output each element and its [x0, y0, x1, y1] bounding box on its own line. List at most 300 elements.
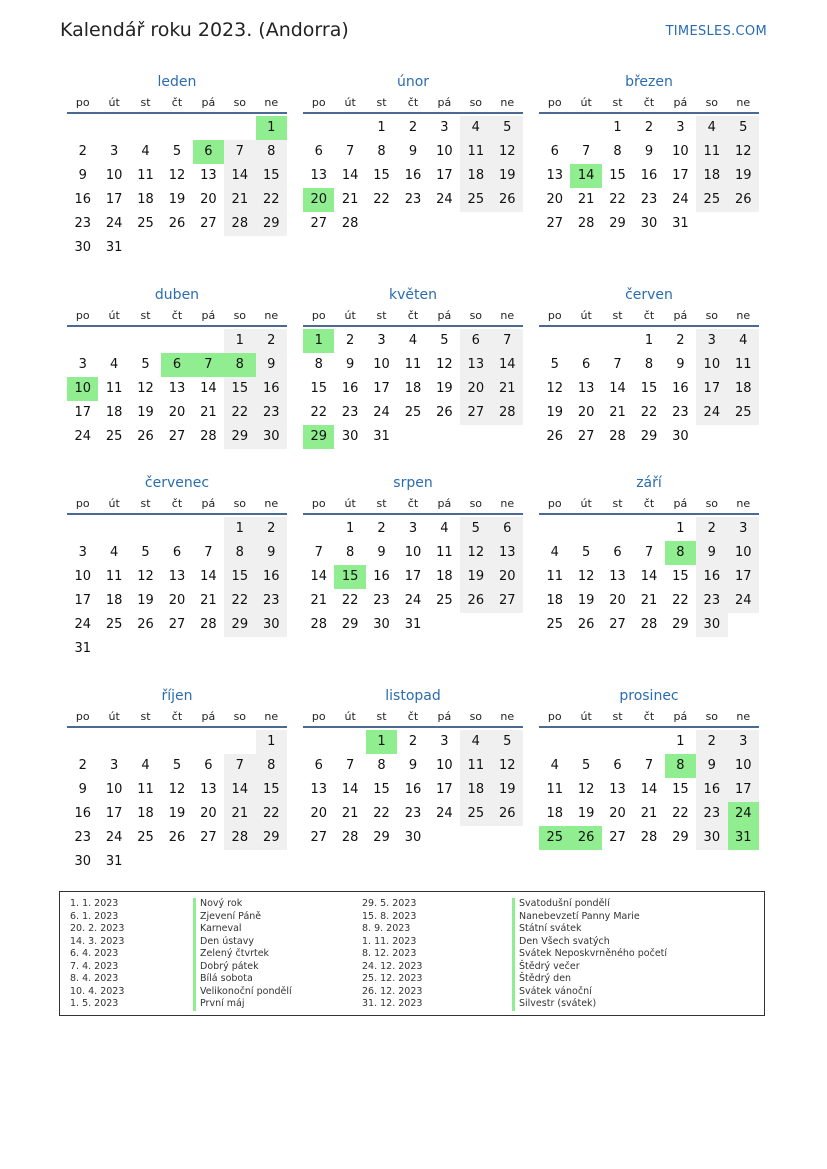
- weekday-label: čt: [407, 710, 419, 723]
- day-cell: 28: [224, 212, 255, 236]
- day-cell: 7: [345, 144, 355, 159]
- legend-holiday-name: Velikonoční pondělí: [193, 986, 292, 999]
- day-cell: 24: [436, 806, 453, 821]
- day-cell: 21: [640, 806, 658, 821]
- month-name: prosinec: [619, 688, 679, 704]
- day-cell: 2: [345, 333, 355, 348]
- holiday-day-cell: 1: [366, 730, 397, 754]
- day-cell: 18: [105, 405, 123, 420]
- empty-cell: [98, 517, 129, 541]
- day-cell: 10: [436, 758, 453, 773]
- empty-cell: [539, 329, 570, 353]
- empty-cell: [633, 730, 664, 754]
- day-cell: 12: [577, 569, 595, 584]
- day-cell: 30: [341, 429, 359, 444]
- day-cell: 16: [696, 565, 727, 589]
- day-cell: 15: [373, 168, 390, 183]
- weekday-label: pá: [201, 497, 216, 510]
- day-cell: 29: [672, 830, 689, 845]
- day-cell: 3: [728, 730, 759, 754]
- day-cell: 22: [373, 806, 390, 821]
- weekday-header: [303, 495, 523, 515]
- day-cell: 26: [460, 589, 491, 613]
- day-cell: 3: [109, 144, 119, 159]
- days-grid: [539, 329, 759, 449]
- day-cell: 19: [728, 164, 759, 188]
- day-cell: 15: [672, 782, 689, 797]
- legend-date: 6. 4. 2023: [70, 948, 119, 959]
- weekday-label: st: [140, 710, 151, 723]
- day-cell: 27: [310, 830, 327, 845]
- day-cell: 23: [256, 589, 287, 613]
- day-cell: 5: [440, 333, 449, 348]
- month-březen: [539, 72, 759, 236]
- day-cell: 4: [460, 730, 491, 754]
- day-cell: 26: [492, 188, 523, 212]
- day-cell: 8: [377, 758, 386, 773]
- day-cell: 24: [696, 401, 727, 425]
- day-cell: 19: [546, 405, 563, 420]
- day-cell: 14: [224, 164, 255, 188]
- day-cell: 16: [404, 168, 422, 183]
- day-cell: 5: [141, 357, 150, 372]
- empty-cell: [98, 116, 129, 140]
- day-cell: 4: [141, 758, 150, 773]
- day-cell: 25: [436, 593, 453, 608]
- day-cell: 23: [404, 192, 422, 207]
- day-cell: 9: [696, 754, 727, 778]
- day-cell: 10: [74, 569, 91, 584]
- weekday-label: čt: [171, 309, 183, 322]
- day-cell: 22: [341, 593, 359, 608]
- weekday-label: po: [547, 309, 562, 322]
- holiday-day-cell: 6: [193, 140, 224, 164]
- day-cell: 31: [105, 854, 123, 869]
- day-cell: 13: [200, 782, 217, 797]
- legend-date: 8. 12. 2023: [362, 948, 417, 959]
- day-cell: 16: [373, 569, 390, 584]
- weekday-label: pá: [437, 497, 452, 510]
- weekday-label: st: [612, 710, 623, 723]
- legend-date: 10. 4. 2023: [70, 985, 125, 997]
- weekday-label: čt: [643, 497, 655, 510]
- empty-cell: [67, 730, 98, 754]
- day-cell: 1: [345, 521, 355, 536]
- weekday-label: ne: [736, 309, 751, 322]
- weekday-label: čt: [407, 96, 419, 109]
- legend-holiday-name: První máj: [193, 998, 292, 1011]
- days-grid: [539, 730, 759, 850]
- day-cell: 14: [224, 778, 255, 802]
- day-cell: 16: [74, 806, 91, 821]
- weekday-label: út: [108, 309, 120, 322]
- empty-cell: [130, 730, 161, 754]
- day-cell: 9: [256, 541, 287, 565]
- day-cell: 6: [581, 357, 591, 372]
- day-cell: 27: [460, 401, 491, 425]
- holiday-legend: [59, 891, 765, 1016]
- day-cell: 16: [672, 381, 689, 396]
- day-cell: 26: [168, 216, 186, 231]
- day-cell: 5: [581, 758, 591, 773]
- day-cell: 18: [436, 569, 453, 584]
- day-cell: 13: [460, 353, 491, 377]
- day-cell: 31: [105, 240, 123, 255]
- legend-date: 26. 12. 2023: [362, 985, 423, 997]
- day-cell: 8: [314, 357, 323, 372]
- day-cell: 10: [728, 541, 759, 565]
- empty-cell: [570, 116, 601, 140]
- day-cell: 28: [341, 830, 359, 845]
- day-cell: 28: [341, 216, 359, 231]
- day-cell: 11: [546, 569, 563, 584]
- day-cell: 4: [460, 116, 491, 140]
- day-cell: 1: [676, 521, 685, 536]
- day-cell: 21: [492, 377, 523, 401]
- day-cell: 4: [408, 333, 418, 348]
- day-cell: 7: [581, 144, 591, 159]
- day-cell: 17: [436, 168, 453, 183]
- day-cell: 24: [105, 216, 123, 231]
- weekday-header: [539, 94, 759, 114]
- day-cell: 23: [696, 589, 727, 613]
- weekday-label: st: [376, 96, 387, 109]
- day-cell: 26: [137, 429, 154, 444]
- day-cell: 5: [550, 357, 559, 372]
- day-cell: 11: [546, 782, 563, 797]
- legend-holiday-name: Svátek vánoční: [512, 986, 667, 999]
- day-cell: 19: [460, 565, 491, 589]
- day-cell: 17: [105, 806, 123, 821]
- legend-holiday-name: Štědrý den: [512, 973, 667, 986]
- day-cell: 29: [224, 613, 255, 637]
- day-cell: 2: [696, 730, 727, 754]
- empty-cell: [303, 116, 334, 140]
- day-cell: 24: [74, 617, 91, 632]
- weekday-label: so: [233, 710, 247, 723]
- day-cell: 20: [609, 806, 626, 821]
- day-cell: 9: [345, 357, 355, 372]
- weekday-label: čt: [171, 96, 183, 109]
- month-name: červen: [625, 287, 673, 303]
- day-cell: 4: [141, 144, 150, 159]
- day-cell: 11: [137, 782, 154, 797]
- weekday-label: čt: [407, 497, 419, 510]
- weekday-label: út: [580, 710, 592, 723]
- day-cell: 21: [224, 188, 255, 212]
- day-cell: 12: [492, 140, 523, 164]
- day-cell: 21: [577, 192, 595, 207]
- weekday-label: ne: [264, 96, 279, 109]
- weekday-header: [539, 307, 759, 327]
- day-cell: 5: [581, 545, 591, 560]
- day-cell: 3: [440, 120, 449, 135]
- day-cell: 24: [373, 405, 390, 420]
- day-cell: 2: [78, 144, 87, 159]
- weekday-label: pá: [201, 710, 216, 723]
- day-cell: 2: [676, 333, 685, 348]
- day-cell: 11: [436, 545, 453, 560]
- month-name: leden: [157, 74, 197, 90]
- empty-cell: [633, 517, 664, 541]
- day-cell: 31: [672, 216, 689, 231]
- month-červenec: [67, 473, 287, 661]
- days-grid: [303, 517, 523, 637]
- day-cell: 13: [310, 782, 327, 797]
- day-cell: 26: [492, 802, 523, 826]
- day-cell: 24: [728, 589, 759, 613]
- day-cell: 20: [492, 565, 523, 589]
- day-cell: 11: [137, 168, 154, 183]
- day-cell: 20: [310, 806, 327, 821]
- weekday-label: pá: [437, 96, 452, 109]
- day-cell: 28: [577, 216, 595, 231]
- month-listopad: [303, 686, 523, 850]
- day-cell: 31: [373, 429, 390, 444]
- day-cell: 27: [310, 216, 327, 231]
- empty-cell: [193, 329, 224, 353]
- month-name: únor: [396, 74, 430, 90]
- weekday-header: [67, 307, 287, 327]
- day-cell: 25: [546, 617, 563, 632]
- day-cell: 3: [377, 333, 386, 348]
- day-cell: 6: [314, 758, 323, 773]
- day-cell: 7: [644, 758, 654, 773]
- day-cell: 17: [74, 405, 91, 420]
- empty-cell: [193, 730, 224, 754]
- holiday-day-cell: 29: [303, 425, 334, 449]
- legend-holiday-name: Zelený čtvrtek: [193, 948, 292, 961]
- month-leden: [67, 72, 287, 260]
- day-cell: 8: [256, 140, 287, 164]
- weekday-header: [67, 495, 287, 515]
- day-cell: 27: [168, 429, 186, 444]
- days-grid: [67, 329, 287, 449]
- day-cell: 9: [78, 168, 87, 183]
- day-cell: 7: [613, 357, 622, 372]
- day-cell: 29: [256, 212, 287, 236]
- day-cell: 18: [105, 593, 123, 608]
- day-cell: 18: [728, 377, 759, 401]
- weekday-label: pá: [201, 309, 216, 322]
- day-cell: 7: [644, 545, 654, 560]
- weekday-label: st: [140, 309, 151, 322]
- legend-date: 20. 2. 2023: [70, 923, 125, 934]
- day-cell: 13: [168, 381, 186, 396]
- empty-cell: [602, 730, 633, 754]
- weekday-label: so: [233, 96, 247, 109]
- day-cell: 5: [172, 758, 182, 773]
- day-cell: 2: [377, 521, 386, 536]
- day-cell: 28: [609, 429, 626, 444]
- weekday-label: út: [344, 96, 356, 109]
- weekday-label: út: [344, 497, 356, 510]
- day-cell: 10: [696, 353, 727, 377]
- days-grid: [67, 730, 287, 874]
- month-září: [539, 473, 759, 637]
- day-cell: 22: [609, 192, 626, 207]
- day-cell: 10: [672, 144, 689, 159]
- day-cell: 27: [546, 216, 563, 231]
- weekday-label: so: [705, 497, 719, 510]
- day-cell: 29: [256, 826, 287, 850]
- day-cell: 6: [613, 758, 622, 773]
- month-name: říjen: [161, 688, 193, 704]
- day-cell: 28: [310, 617, 327, 632]
- empty-cell: [193, 517, 224, 541]
- day-cell: 2: [256, 517, 287, 541]
- day-cell: 6: [460, 329, 491, 353]
- day-cell: 26: [728, 188, 759, 212]
- weekday-label: po: [547, 710, 562, 723]
- holiday-day-cell: 8: [665, 754, 696, 778]
- day-cell: 19: [492, 164, 523, 188]
- month-name: srpen: [393, 475, 433, 491]
- weekday-label: so: [705, 710, 719, 723]
- day-cell: 1: [377, 120, 386, 135]
- weekday-label: po: [75, 309, 90, 322]
- weekday-label: ne: [500, 497, 515, 510]
- day-cell: 18: [460, 164, 491, 188]
- day-cell: 13: [200, 168, 217, 183]
- weekday-label: st: [376, 309, 387, 322]
- day-cell: 5: [141, 545, 150, 560]
- day-cell: 3: [109, 758, 119, 773]
- weekday-label: st: [140, 497, 151, 510]
- weekday-label: so: [469, 309, 483, 322]
- weekday-label: st: [612, 497, 623, 510]
- day-cell: 7: [492, 329, 523, 353]
- day-cell: 29: [672, 617, 689, 632]
- legend-date: 6. 1. 2023: [70, 910, 119, 922]
- day-cell: 26: [577, 617, 595, 632]
- day-cell: 25: [460, 802, 491, 826]
- month-květen: [303, 285, 523, 449]
- day-cell: 2: [644, 120, 654, 135]
- weekday-label: ne: [264, 710, 279, 723]
- day-cell: 4: [109, 357, 119, 372]
- day-cell: 17: [728, 565, 759, 589]
- day-cell: 20: [200, 192, 217, 207]
- empty-cell: [570, 329, 601, 353]
- weekday-label: ne: [500, 710, 515, 723]
- day-cell: 8: [224, 541, 255, 565]
- holiday-day-cell: 15: [334, 565, 365, 589]
- legend-date: 8. 9. 2023: [362, 923, 411, 934]
- day-cell: 1: [256, 730, 287, 754]
- day-cell: 16: [74, 192, 91, 207]
- legend-holiday-name: Den Všech svatých: [512, 936, 667, 949]
- day-cell: 3: [728, 517, 759, 541]
- weekday-label: ne: [736, 96, 751, 109]
- day-cell: 4: [728, 329, 759, 353]
- day-cell: 23: [373, 593, 390, 608]
- day-cell: 14: [341, 168, 359, 183]
- day-cell: 3: [78, 357, 87, 372]
- day-cell: 19: [436, 381, 453, 396]
- legend-date: 24. 12. 2023: [362, 960, 423, 972]
- day-cell: 14: [200, 381, 217, 396]
- day-cell: 11: [460, 754, 491, 778]
- day-cell: 9: [377, 545, 386, 560]
- day-cell: 27: [200, 216, 217, 231]
- day-cell: 23: [672, 405, 689, 420]
- day-cell: 18: [460, 778, 491, 802]
- day-cell: 24: [404, 593, 422, 608]
- weekday-header: [67, 94, 287, 114]
- holiday-day-cell: 1: [303, 329, 334, 353]
- day-cell: 27: [492, 589, 523, 613]
- day-cell: 14: [341, 782, 359, 797]
- day-cell: 15: [373, 782, 390, 797]
- day-cell: 30: [672, 429, 689, 444]
- day-cell: 11: [696, 140, 727, 164]
- day-cell: 9: [408, 758, 418, 773]
- empty-cell: [161, 116, 192, 140]
- weekday-label: út: [108, 710, 120, 723]
- day-cell: 21: [200, 593, 217, 608]
- day-cell: 30: [74, 854, 91, 869]
- day-cell: 25: [728, 401, 759, 425]
- day-cell: 13: [168, 569, 186, 584]
- day-cell: 4: [550, 545, 559, 560]
- day-cell: 24: [105, 830, 123, 845]
- day-cell: 12: [137, 569, 154, 584]
- day-cell: 6: [613, 545, 622, 560]
- day-cell: 1: [224, 329, 255, 353]
- day-cell: 21: [310, 593, 327, 608]
- day-cell: 18: [546, 593, 563, 608]
- days-grid: [539, 517, 759, 637]
- empty-cell: [539, 116, 570, 140]
- holiday-day-cell: 24: [728, 802, 759, 826]
- brand-link[interactable]: TIMESLES.COM: [665, 24, 767, 39]
- day-cell: 20: [609, 593, 626, 608]
- day-cell: 11: [105, 381, 123, 396]
- day-cell: 20: [577, 405, 595, 420]
- day-cell: 4: [550, 758, 559, 773]
- day-cell: 23: [341, 405, 359, 420]
- month-name: březen: [625, 74, 673, 90]
- day-cell: 17: [105, 192, 123, 207]
- day-cell: 25: [696, 188, 727, 212]
- day-cell: 8: [256, 754, 287, 778]
- weekday-label: čt: [171, 710, 183, 723]
- day-cell: 25: [105, 617, 123, 632]
- day-cell: 4: [440, 521, 449, 536]
- day-cell: 15: [256, 164, 287, 188]
- day-cell: 5: [492, 730, 523, 754]
- day-cell: 7: [224, 754, 255, 778]
- day-cell: 23: [404, 806, 422, 821]
- day-cell: 29: [640, 429, 658, 444]
- day-cell: 12: [168, 782, 186, 797]
- day-cell: 14: [492, 353, 523, 377]
- day-cell: 24: [436, 192, 453, 207]
- legend-date: 25. 12. 2023: [362, 973, 423, 984]
- day-cell: 21: [224, 802, 255, 826]
- day-cell: 29: [609, 216, 626, 231]
- day-cell: 30: [696, 826, 727, 850]
- day-cell: 2: [408, 734, 418, 749]
- day-cell: 23: [696, 802, 727, 826]
- legend-holiday-name: Štědrý večer: [512, 961, 667, 974]
- day-cell: 13: [609, 569, 626, 584]
- empty-cell: [602, 329, 633, 353]
- day-cell: 15: [672, 569, 689, 584]
- day-cell: 17: [373, 381, 390, 396]
- day-cell: 9: [696, 541, 727, 565]
